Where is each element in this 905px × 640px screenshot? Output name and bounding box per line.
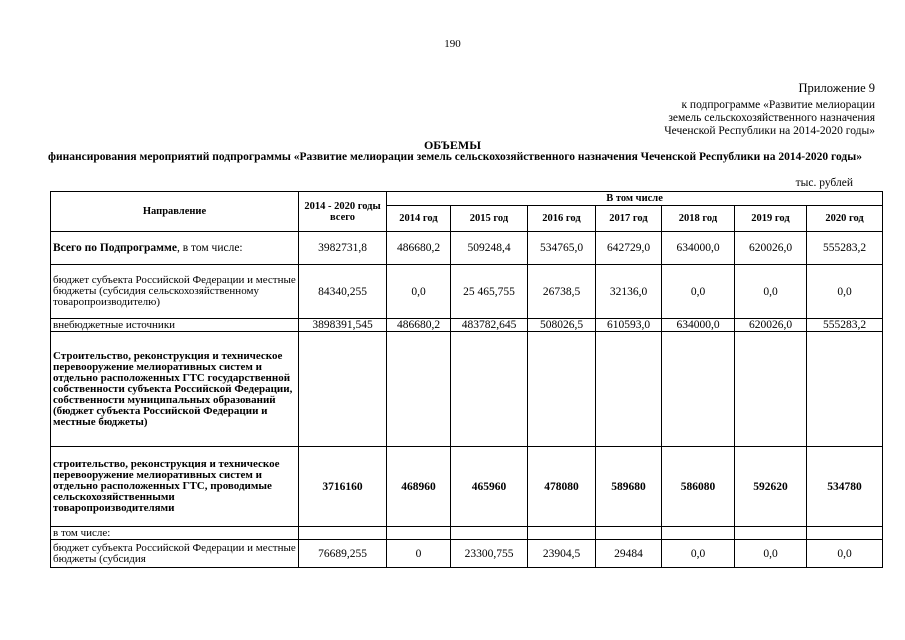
table-cell: 29484: [596, 540, 662, 568]
table-cell: [451, 527, 528, 540]
table-cell: 509248,4: [451, 232, 528, 265]
table-cell: 620026,0: [735, 319, 807, 332]
table-cell: 32136,0: [596, 265, 662, 319]
appendix-label: Приложение 9: [798, 81, 875, 95]
table-cell: 610593,0: [596, 319, 662, 332]
header-direction: Направление: [51, 192, 299, 232]
table-cell: 555283,2: [807, 319, 883, 332]
row-label: бюджет субъекта Российской Федерации и местные бюджеты (субсидия сельскохозяйственному товаропроизводителю): [51, 265, 299, 319]
header-including: В том числе: [387, 192, 883, 206]
table-cell: 0,0: [807, 265, 883, 319]
table-cell: 589680: [596, 447, 662, 527]
table-cell: 23300,755: [451, 540, 528, 568]
row-label: Строительство, реконструкция и техническое перевооружение мелиоративных систем и отдельно расположенных ГТС государственной собственности субъекта Российской Федерации, собственности муниципальных образований (бюджет субъекта Российской Федерации и местные бюджеты): [51, 332, 299, 447]
table-cell: 3716160: [299, 447, 387, 527]
table-cell: [451, 332, 528, 447]
header-year: 2017 год: [596, 206, 662, 232]
table-cell: [596, 332, 662, 447]
header-total: 2014 - 2020 годы всего: [299, 192, 387, 232]
row-label: в том числе:: [51, 527, 299, 540]
table-row: [51, 332, 883, 447]
table-row: [51, 319, 883, 332]
table-cell: 483782,645: [451, 319, 528, 332]
subprogram-ref-line: к подпрограмме «Развитие мелиорации: [681, 99, 875, 111]
table-cell: 0,0: [662, 540, 735, 568]
table-cell: 0,0: [807, 540, 883, 568]
row-label: внебюджетные источники: [51, 319, 299, 332]
table-cell: [807, 332, 883, 447]
table-cell: 465960: [451, 447, 528, 527]
table-row: [51, 447, 883, 527]
table-cell: 592620: [735, 447, 807, 527]
table-cell: 478080: [528, 447, 596, 527]
table-cell: [596, 527, 662, 540]
table-cell: 84340,255: [299, 265, 387, 319]
header-row: [51, 192, 883, 206]
table-cell: 486680,2: [387, 319, 451, 332]
table-row: [51, 540, 883, 568]
table-row: [51, 265, 883, 319]
table-cell: 468960: [387, 447, 451, 527]
table-cell: [735, 527, 807, 540]
table-cell: [528, 332, 596, 447]
table-cell: [528, 527, 596, 540]
table-row: [51, 232, 883, 265]
table-row: [51, 527, 883, 540]
table-cell: 534780: [807, 447, 883, 527]
table-cell: [299, 332, 387, 447]
table-cell: 0,0: [662, 265, 735, 319]
header-year: 2020 год: [807, 206, 883, 232]
table-cell: [807, 527, 883, 540]
table-cell: 586080: [662, 447, 735, 527]
table-cell: 0,0: [735, 265, 807, 319]
table-cell: 634000,0: [662, 319, 735, 332]
table-cell: [387, 332, 451, 447]
table-cell: 508026,5: [528, 319, 596, 332]
document-subtitle: финансирования мероприятий подпрограммы «Развитие мелиорации земель сельскохозяйственного назначения Чеченской Республики на 2014-2020 годы»: [48, 151, 862, 163]
table-cell: [662, 527, 735, 540]
row-label-bold: Всего по Подпрограмме: [53, 241, 177, 254]
table-cell: 3898391,545: [299, 319, 387, 332]
row-label-rest: , в том числе:: [176, 241, 243, 254]
table-cell: 23904,5: [528, 540, 596, 568]
row-label: [51, 232, 299, 265]
financing-table: [50, 191, 883, 568]
table-cell: 534765,0: [528, 232, 596, 265]
subprogram-ref-line: земель сельскохозяйственного назначения: [668, 112, 875, 124]
table-cell: 620026,0: [735, 232, 807, 265]
row-label: строительство, реконструкция и техническое перевооружение мелиоративных систем и отдельно расположенных ГТС, проводимые сельскохозяйственными товаропроизводителями: [51, 447, 299, 527]
header-year: 2015 год: [451, 206, 528, 232]
table-cell: 642729,0: [596, 232, 662, 265]
table-cell: 3982731,8: [299, 232, 387, 265]
table-cell: 486680,2: [387, 232, 451, 265]
document-title: ОБЪЕМЫ: [423, 138, 482, 152]
table-cell: 0,0: [387, 265, 451, 319]
table-cell: 0,0: [735, 540, 807, 568]
row-label: бюджет субъекта Российской Федерации и местные бюджеты (субсидия: [51, 540, 299, 568]
table-cell: 0: [387, 540, 451, 568]
table-cell: 76689,255: [299, 540, 387, 568]
subprogram-reference: [615, 99, 875, 138]
units-label: тыс. рублей: [795, 177, 853, 189]
header-year: 2018 год: [662, 206, 735, 232]
table-cell: 634000,0: [662, 232, 735, 265]
table-cell: [662, 332, 735, 447]
header-year: 2019 год: [735, 206, 807, 232]
page-number: 190: [444, 38, 461, 50]
header-year: 2014 год: [387, 206, 451, 232]
header-year: 2016 год: [528, 206, 596, 232]
table-cell: 555283,2: [807, 232, 883, 265]
table-cell: [299, 527, 387, 540]
table-cell: 25 465,755: [451, 265, 528, 319]
table-cell: 26738,5: [528, 265, 596, 319]
table-cell: [735, 332, 807, 447]
subprogram-ref-line: Чеченской Республики на 2014-2020 годы»: [664, 125, 875, 137]
table-cell: [387, 527, 451, 540]
